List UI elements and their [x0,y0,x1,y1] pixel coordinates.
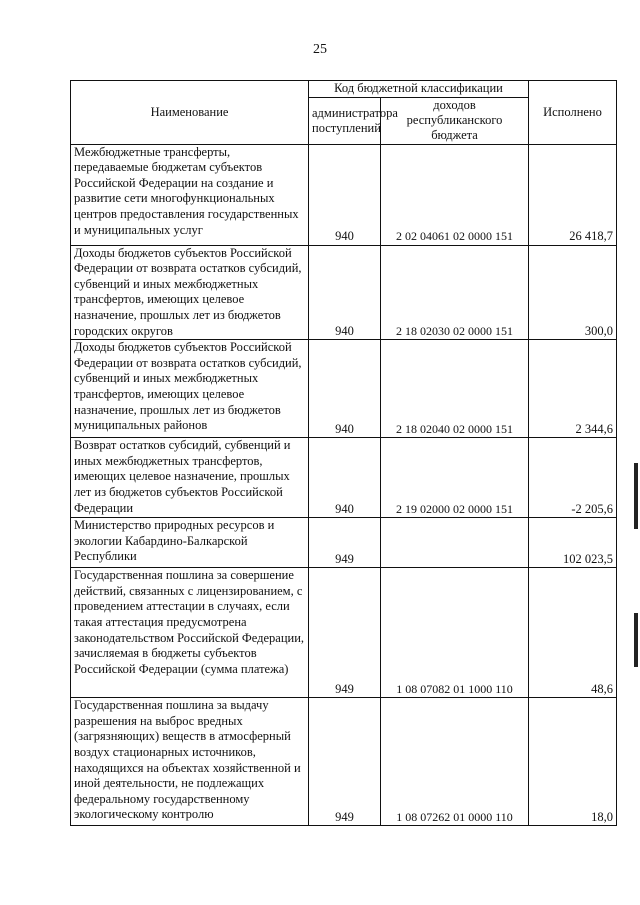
scan-edge-mark [634,463,638,529]
scan-edge-mark [634,613,638,667]
row-revenue-code: 2 19 02000 02 0000 151 [381,438,529,518]
row-name: Доходы бюджетов субъектов Российской Федерации от возврата остатков субсидий, субвенций и иных межбюджетных трансфертов, имеющих целевое назначение, прошлых лет из бюджетов муниципальных районов [71,340,309,438]
row-revenue-code [381,518,529,568]
row-admin-code: 940 [309,340,381,438]
row-admin-code: 949 [309,518,381,568]
table-row [71,144,617,245]
row-admin-code: 949 [309,698,381,826]
table-row [71,698,617,826]
row-admin-code: 940 [309,245,381,340]
row-amount: -2 205,6 [529,438,617,518]
row-amount: 2 344,6 [529,340,617,438]
budget-table [70,80,617,826]
header-revenue: доходов республиканского бюджета [381,97,529,144]
row-admin-code: 940 [309,144,381,245]
row-amount: 26 418,7 [529,144,617,245]
table-row [71,568,617,698]
row-amount: 48,6 [529,568,617,698]
table-row [71,340,617,438]
row-name: Государственная пошлина за выдачу разрешения на выброс вредных (загрязняющих) веществ в атмосферный воздух стационарных источников, находящихся на объектах хозяйственной и иной деятельности, не подлежащих федеральному государственному экологическому контролю [71,698,309,826]
row-revenue-code: 2 18 02040 02 0000 151 [381,340,529,438]
row-admin-code: 949 [309,568,381,698]
row-amount: 300,0 [529,245,617,340]
row-name: Доходы бюджетов субъектов Российской Федерации от возврата остатков субсидий, субвенций и иных межбюджетных трансфертов, имеющих целевое назначение, прошлых лет из бюджетов городских округов [71,245,309,340]
row-name: Межбюджетные трансферты, передаваемые бюджетам субъектов Российской Федерации на создание и развитие сети многофункциональных центров предоставления государственных и муниципальных услуг [71,144,309,245]
table-row [71,438,617,518]
row-name: Государственная пошлина за совершение действий, связанных с лицензированием, с проведением аттестации в случаях, если такая аттестация предусмотрена законодательством Российской Федерации, зачисляемая в бюджеты субъектов Российской Федерации (сумма платежа) [71,568,309,698]
header-executed: Исполнено [529,81,617,145]
page-number: 25 [313,42,327,57]
table-row [71,245,617,340]
row-revenue-code: 1 08 07262 01 0000 110 [381,698,529,826]
header-admin: администратора поступлений [309,97,381,144]
row-amount: 102 023,5 [529,518,617,568]
header-name: Наименование [71,81,309,145]
row-revenue-code: 2 18 02030 02 0000 151 [381,245,529,340]
row-revenue-code: 2 02 04061 02 0000 151 [381,144,529,245]
row-amount: 18,0 [529,698,617,826]
row-name: Возврат остатков субсидий, субвенций и иных межбюджетных трансфертов, имеющих целевое назначение, прошлых лет из бюджетов субъектов Российской Федерации [71,438,309,518]
header-code-group: Код бюджетной классификации [309,81,529,98]
table-row [71,518,617,568]
row-admin-code: 940 [309,438,381,518]
row-name: Министерство природных ресурсов и экологии Кабардино-Балкарской Республики [71,518,309,568]
row-revenue-code: 1 08 07082 01 1000 110 [381,568,529,698]
